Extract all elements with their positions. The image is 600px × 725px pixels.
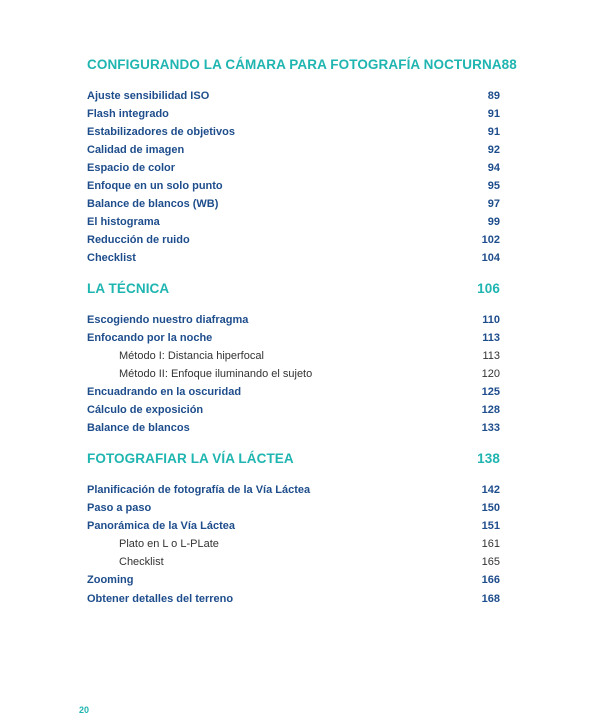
section-page: 138: [477, 450, 500, 466]
entry-title: Balance de blancos (WB): [87, 198, 219, 210]
entry-title: Espacio de color: [87, 162, 176, 174]
entry-page: 91: [487, 126, 500, 138]
entry-title: Escogiendo nuestro diafragma: [87, 314, 249, 326]
subentry-title: Checklist: [119, 556, 164, 568]
section-page: 88: [501, 56, 517, 72]
entry-page: 151: [481, 520, 500, 532]
entry-title: Enfoque en un solo punto: [87, 180, 223, 192]
entry-title: Enfocando por la noche: [87, 332, 213, 344]
entry-page: 91: [487, 108, 500, 120]
toc-subentry[interactable]: [119, 365, 500, 383]
entry-page: 99: [487, 216, 500, 228]
toc-entry[interactable]: [87, 401, 500, 419]
entry-title: Encuadrando en la oscuridad: [87, 386, 242, 398]
subentry-title: Método I: Distancia hiperfocal: [119, 350, 264, 362]
entry-page: 168: [481, 593, 500, 605]
entry-page: 97: [487, 198, 500, 210]
toc-entry[interactable]: [87, 195, 500, 213]
entry-page: 104: [481, 252, 500, 264]
entry-page: 89: [487, 90, 500, 102]
entry-title: Calidad de imagen: [87, 144, 185, 156]
entry-page: 128: [481, 404, 500, 416]
entry-page: 102: [481, 234, 500, 246]
toc-entry[interactable]: [87, 213, 500, 231]
section-title: FOTOGRAFIAR LA VÍA LÁCTEA: [87, 450, 294, 466]
section-title: LA TÉCNICA: [87, 280, 170, 296]
toc-entry[interactable]: [87, 590, 500, 608]
entry-title: Flash integrado: [87, 108, 169, 120]
toc-entry[interactable]: [87, 159, 500, 177]
toc-entry[interactable]: [87, 419, 500, 437]
toc-entry[interactable]: [87, 141, 500, 159]
entry-title: El histograma: [87, 216, 160, 228]
toc-entry[interactable]: [87, 329, 500, 347]
toc-entry[interactable]: [87, 499, 500, 517]
subentry-page: 113: [482, 350, 500, 362]
toc-entry[interactable]: [87, 571, 500, 589]
toc-entry[interactable]: [87, 105, 500, 123]
toc-entry[interactable]: [87, 231, 500, 249]
entry-title: Ajuste sensibilidad ISO: [87, 90, 210, 102]
section-title: CONFIGURANDO LA CÁMARA PARA FOTOGRAFÍA NOCTURNA: [87, 56, 502, 72]
toc-entry[interactable]: [87, 383, 500, 401]
entry-page: 133: [481, 422, 500, 434]
entry-title: Cálculo de exposición: [87, 404, 204, 416]
subentry-title: Plato en L o L-PLate: [119, 538, 219, 550]
entry-title: Obtener detalles del terreno: [87, 593, 234, 605]
entry-title: Paso a paso: [87, 502, 152, 514]
toc-section-configurando[interactable]: [87, 54, 517, 74]
entry-page: 94: [487, 162, 500, 174]
entry-page: 125: [481, 386, 500, 398]
toc-entry[interactable]: [87, 481, 500, 499]
toc-section-via-lactea[interactable]: [87, 448, 500, 468]
toc-entry[interactable]: [87, 311, 500, 329]
subentry-title: Método II: Enfoque iluminando el sujeto: [119, 368, 313, 380]
toc-entry[interactable]: [87, 249, 500, 267]
entry-page: 113: [482, 332, 500, 344]
entry-title: Estabilizadores de objetivos: [87, 126, 235, 138]
page-number: 20: [79, 705, 90, 715]
entry-page: 92: [487, 144, 500, 156]
entry-page: 95: [487, 180, 500, 192]
entry-page: 150: [481, 502, 500, 514]
entry-page: 166: [481, 574, 500, 586]
toc-subentry[interactable]: [119, 553, 500, 571]
entry-title: Checklist: [87, 252, 136, 264]
subentry-page: 120: [481, 368, 500, 380]
toc-entry[interactable]: [87, 517, 500, 535]
toc-entry[interactable]: [87, 87, 500, 105]
entry-page: 110: [482, 314, 500, 326]
entry-title: Planificación de fotografía de la Vía Láctea: [87, 484, 311, 496]
toc-entry[interactable]: [87, 123, 500, 141]
section-page: 106: [477, 280, 500, 296]
entry-title: Panorámica de la Vía Láctea: [87, 520, 235, 532]
entry-title: Balance de blancos: [87, 422, 190, 434]
toc-entry[interactable]: [87, 177, 500, 195]
subentry-page: 161: [481, 538, 500, 550]
toc-section-la-tecnica[interactable]: [87, 278, 500, 298]
entry-page: 142: [481, 484, 500, 496]
toc-subentry[interactable]: [119, 347, 500, 365]
entry-title: Zooming: [87, 574, 134, 586]
entry-title: Reducción de ruido: [87, 234, 190, 246]
subentry-page: 165: [481, 556, 500, 568]
toc-subentry[interactable]: [119, 535, 500, 553]
